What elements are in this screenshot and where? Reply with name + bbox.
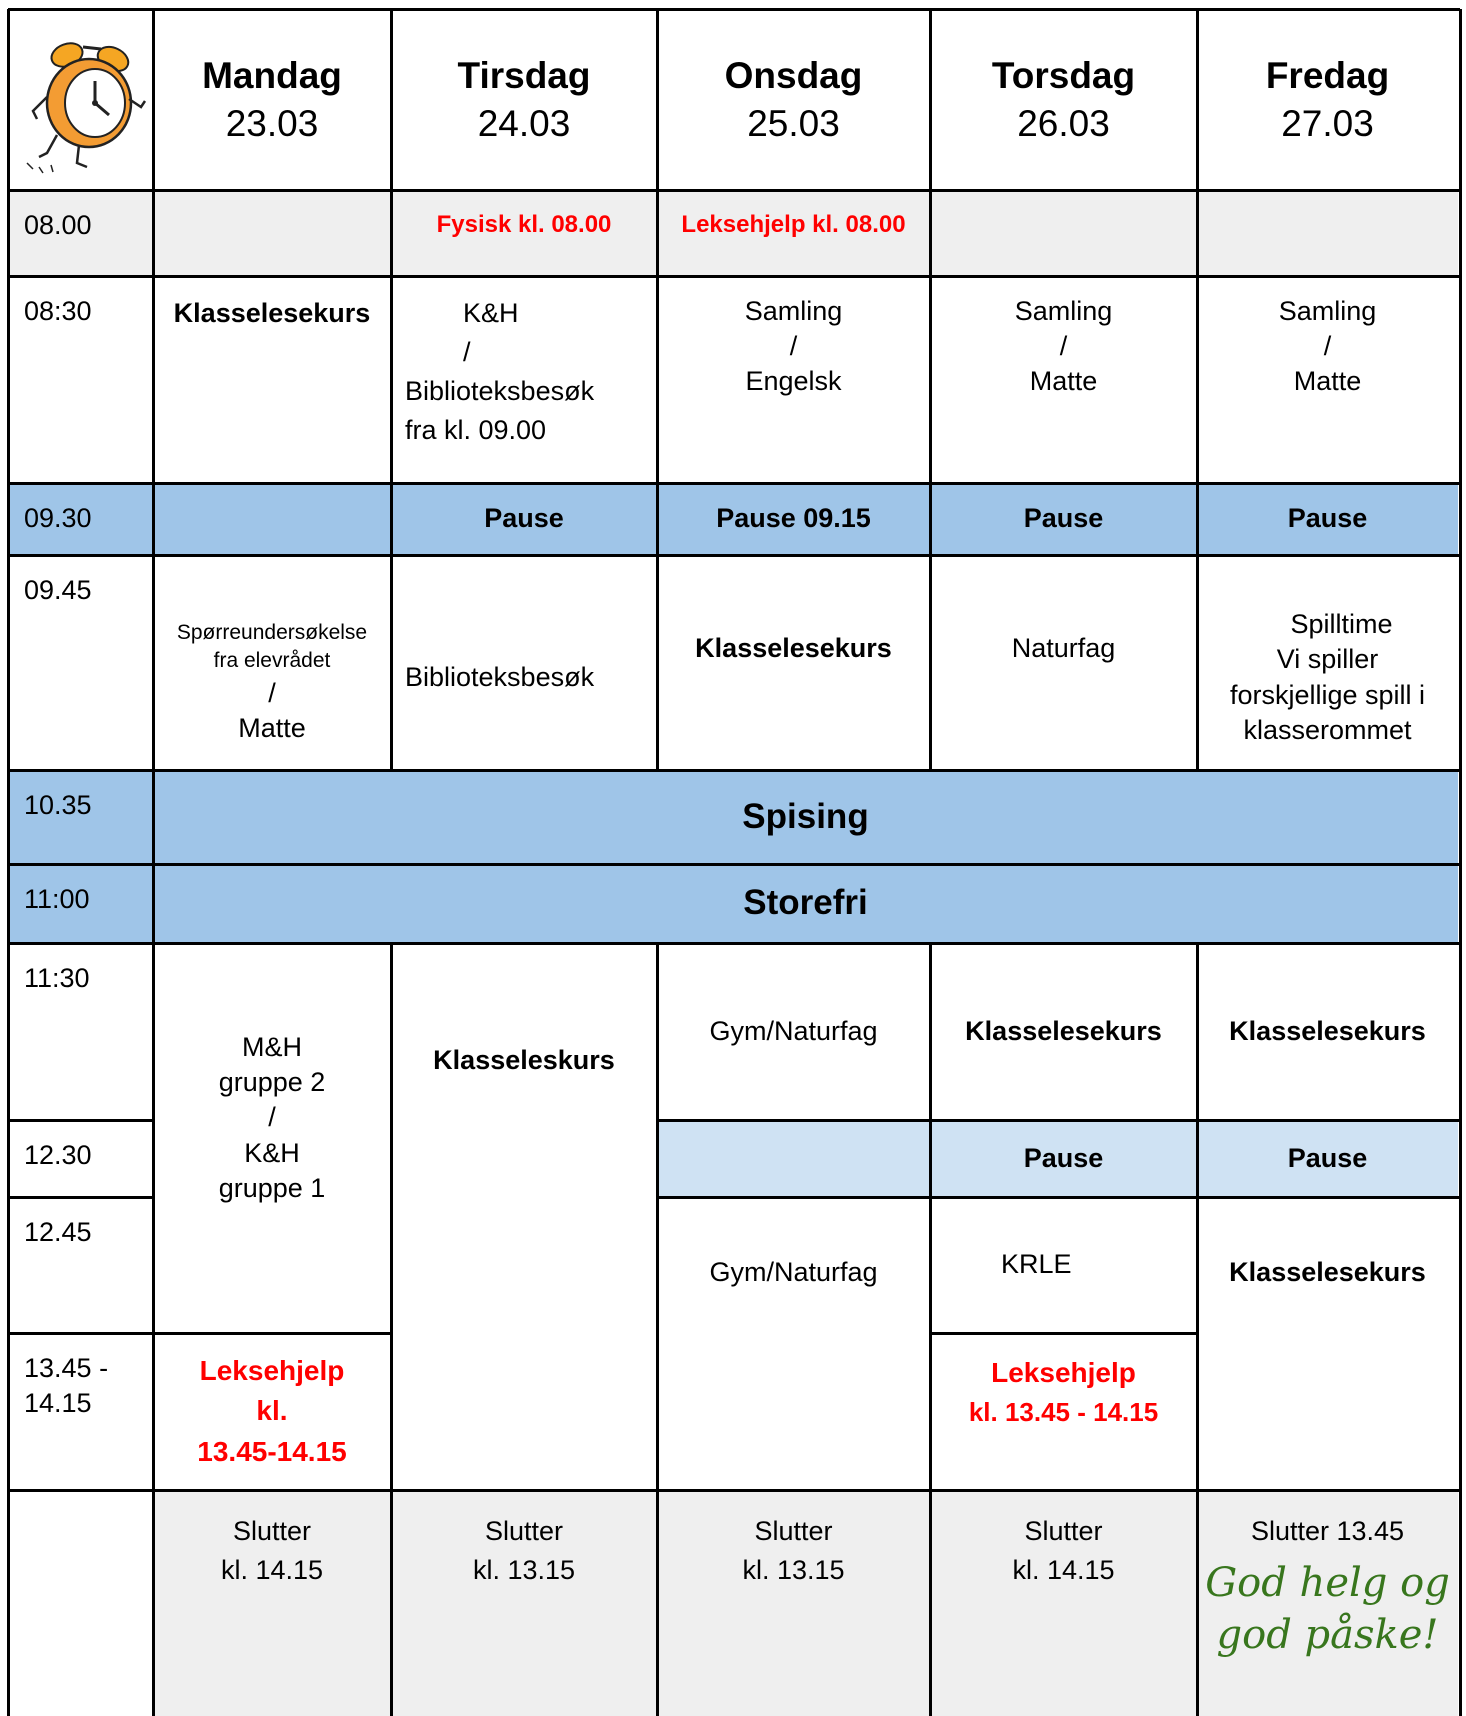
day-name: Onsdag — [724, 54, 863, 96]
activity-line: kl. — [256, 1395, 288, 1427]
time-cell: 12.30 — [24, 1140, 92, 1170]
activity-label: Klasselesekurs — [1229, 1015, 1426, 1046]
cell-mandag-leksehjelp — [153, 1333, 391, 1490]
time-cell — [10, 1333, 153, 1490]
activity-line: Spørreundersøkelse — [176, 621, 368, 645]
activity-line: Samling — [744, 296, 843, 326]
day-name: Mandag — [202, 54, 342, 96]
cell-mandag-0830 — [153, 276, 391, 483]
cell-tirsdag-0830 — [391, 276, 657, 483]
cell-tirsdag-0930 — [391, 483, 657, 555]
cell-mandag-0800 — [153, 190, 391, 276]
pause-label: Pause — [484, 503, 564, 534]
cell-slutter-time — [10, 1490, 153, 1716]
activity-line: / — [789, 331, 798, 362]
cell-fredag-0800 — [1197, 190, 1458, 276]
cell-onsdag-0930 — [657, 483, 930, 555]
activity-line: Samling — [1014, 296, 1113, 326]
activity-line: K&H — [244, 1137, 300, 1168]
activity-line: fra kl. 09.00 — [405, 415, 547, 446]
spising-bar — [153, 770, 1458, 864]
activity-label: Biblioteksbesøk — [405, 661, 595, 692]
activity-line: Matte — [1293, 366, 1362, 397]
grid-line-horizontal — [8, 8, 1460, 11]
activity-line: / — [1059, 331, 1068, 362]
cell-mandag-1130 — [153, 943, 391, 1333]
time-cell: 11:30 — [24, 963, 90, 993]
activity-line: / — [463, 337, 471, 368]
day-header-torsdag — [930, 10, 1197, 190]
activity-line: kl. 13.45 - 14.15 — [968, 1396, 1159, 1427]
grid-line-horizontal — [8, 189, 1460, 192]
slutter-time: Slutter 13.45 — [1250, 1516, 1405, 1546]
activity-line: fra elevrådet — [213, 649, 331, 673]
cell-torsdag-1130 — [930, 943, 1197, 1120]
pause-label: Pause — [1023, 1142, 1104, 1173]
greeting-line: god påske! — [1216, 1612, 1439, 1659]
grid-line-vertical — [390, 943, 393, 1716]
grid-line-horizontal — [153, 1332, 391, 1335]
grid-line-horizontal — [930, 1332, 1197, 1335]
spising-label: Spising — [742, 796, 869, 836]
storefri-bar — [153, 864, 1458, 943]
alarm-clock-icon — [10, 10, 153, 190]
activity-label: Fysisk kl. 08.00 — [436, 211, 612, 238]
activity-label: Klasselesekurs — [173, 298, 371, 328]
activity-line: Leksehjelp — [991, 1357, 1136, 1388]
slutter-time: kl. 14.15 — [1012, 1555, 1115, 1586]
grid-line-horizontal — [657, 1119, 1460, 1122]
grid-line-vertical — [656, 943, 659, 1716]
day-date: 25.03 — [747, 103, 840, 144]
day-date: 23.03 — [225, 103, 319, 144]
cell-tirsdag-1130 — [391, 943, 657, 1490]
storefri-label: Storefri — [743, 883, 868, 923]
activity-line: gruppe 2 — [218, 1067, 326, 1098]
time-line: 13.45 - — [24, 1353, 109, 1383]
day-header-mandag — [153, 10, 391, 190]
cell-torsdag-0945 — [930, 555, 1197, 770]
day-date: 26.03 — [1017, 103, 1110, 144]
grid-line-vertical — [1196, 9, 1199, 770]
activity-line: Matte — [1029, 366, 1098, 397]
activity-line: gruppe 1 — [218, 1172, 326, 1203]
grid-line-vertical — [390, 9, 393, 770]
slutter-time: kl. 13.15 — [472, 1555, 576, 1586]
activity-line: / — [1323, 331, 1332, 362]
grid-line-horizontal — [657, 1196, 1460, 1199]
slutter-label: Slutter — [754, 1516, 833, 1546]
cell-mandag-0930 — [153, 483, 391, 555]
activity-line: / — [268, 677, 276, 708]
cell-torsdag-leksehjelp — [930, 1333, 1197, 1490]
cell-onsdag-0830 — [657, 276, 930, 483]
grid-line-vertical — [1196, 943, 1199, 1716]
day-header-fredag — [1197, 10, 1458, 190]
grid-line-horizontal — [8, 942, 1460, 945]
day-date: 27.03 — [1281, 103, 1374, 144]
grid-line-horizontal — [8, 769, 1460, 772]
day-name: Tirsdag — [457, 54, 591, 96]
cell-onsdag-1230 — [657, 1120, 930, 1197]
cell-tirsdag-slutter — [391, 1490, 657, 1716]
day-date: 24.03 — [477, 103, 571, 144]
grid-line-horizontal — [8, 482, 1460, 485]
cell-torsdag-0930 — [930, 483, 1197, 555]
cell-fredag-1230 — [1197, 1120, 1458, 1197]
time-cell: 09.45 — [24, 575, 92, 605]
activity-line: Matte — [238, 712, 306, 743]
cell-fredag-0945 — [1197, 555, 1458, 770]
grid-line-horizontal — [8, 1196, 153, 1199]
activity-label: Gym/Naturfag — [709, 1015, 878, 1046]
cell-onsdag-1130 — [657, 943, 930, 1120]
time-cell: 08.00 — [10, 190, 153, 276]
activity-line: Engelsk — [745, 366, 842, 397]
slutter-time: kl. 13.15 — [742, 1555, 845, 1586]
day-name: Fredag — [1265, 54, 1390, 96]
pause-label: Pause — [1287, 1142, 1368, 1173]
grid-line-horizontal — [8, 1119, 153, 1122]
pause-label: Pause 09.15 — [716, 503, 871, 534]
grid-line-vertical — [152, 9, 155, 1716]
grid-line-vertical — [656, 9, 659, 770]
cell-torsdag-0830 — [930, 276, 1197, 483]
time-cell: 12.45 — [24, 1217, 92, 1247]
activity-line: klasserommet — [1243, 714, 1412, 745]
activity-line: Biblioteksbesøk — [405, 376, 595, 407]
activity-line: K&H — [463, 298, 519, 328]
activity-label: Klasselesekurs — [1229, 1257, 1426, 1287]
slutter-label: Slutter — [484, 1516, 564, 1546]
cell-tirsdag-0945 — [391, 555, 657, 770]
activity-line: Leksehjelp — [199, 1354, 345, 1386]
cell-fredag-0930 — [1197, 483, 1458, 555]
cell-fredag-slutter — [1197, 1490, 1458, 1716]
grid-line-horizontal — [8, 1489, 1460, 1492]
cell-torsdag-slutter — [930, 1490, 1197, 1716]
time-cell: 09.30 — [10, 483, 153, 555]
day-name: Torsdag — [991, 54, 1136, 96]
activity-label: Leksehjelp kl. 08.00 — [681, 211, 906, 238]
day-header-tirsdag — [391, 10, 657, 190]
cell-mandag-0945 — [153, 555, 391, 770]
grid-line-horizontal — [8, 863, 1460, 866]
slutter-label: Slutter — [1024, 1516, 1103, 1546]
pause-label: Pause — [1023, 503, 1104, 534]
activity-label: Klasseleskurs — [433, 1045, 615, 1075]
time-line: 14.15 — [24, 1388, 92, 1419]
cell-onsdag-0945 — [657, 555, 930, 770]
grid-line-horizontal — [8, 1332, 153, 1335]
grid-line-vertical — [929, 943, 932, 1716]
day-header-onsdag — [657, 10, 930, 190]
activity-line: forskjellige spill i — [1229, 679, 1426, 710]
activity-line: Vi spiller — [1276, 644, 1379, 675]
activity-label: Klasselesekurs — [965, 1015, 1162, 1046]
cell-onsdag-slutter — [657, 1490, 930, 1716]
grid-line-horizontal — [8, 275, 1460, 278]
activity-line: M&H — [242, 1032, 302, 1063]
cell-torsdag-0800 — [930, 190, 1197, 276]
time-cell: 10.35 — [10, 770, 153, 864]
time-cell: 08:30 — [24, 296, 92, 326]
grid-line-vertical — [929, 9, 932, 770]
cell-mandag-slutter — [153, 1490, 391, 1716]
cell-fredag-0830 — [1197, 276, 1458, 483]
cell-fredag-1130 — [1197, 943, 1458, 1120]
activity-line: 13.45-14.15 — [197, 1435, 347, 1467]
slutter-time: kl. 14.15 — [220, 1555, 324, 1586]
cell-fredag-1245 — [1197, 1197, 1458, 1490]
activity-line: / — [268, 1102, 276, 1133]
cell-torsdag-1245 — [930, 1197, 1197, 1333]
activity-label: Klasselesekurs — [695, 632, 892, 663]
cell-torsdag-1230 — [930, 1120, 1197, 1197]
activity-label: Naturfag — [1011, 632, 1116, 663]
cell-onsdag-1245 — [657, 1197, 930, 1490]
greeting-line: God helg og — [1205, 1560, 1450, 1607]
activity-line: Samling — [1278, 296, 1377, 326]
grid-line-horizontal — [8, 554, 1460, 557]
cell-tirsdag-0800 — [391, 190, 657, 276]
slutter-label: Slutter — [232, 1516, 312, 1546]
activity-line: Spilltime — [1290, 609, 1393, 640]
activity-label: KRLE — [1001, 1249, 1072, 1280]
time-cell: 11:00 — [10, 864, 153, 943]
pause-label: Pause — [1287, 503, 1368, 534]
activity-label: Gym/Naturfag — [709, 1257, 878, 1287]
cell-onsdag-0800 — [657, 190, 930, 276]
